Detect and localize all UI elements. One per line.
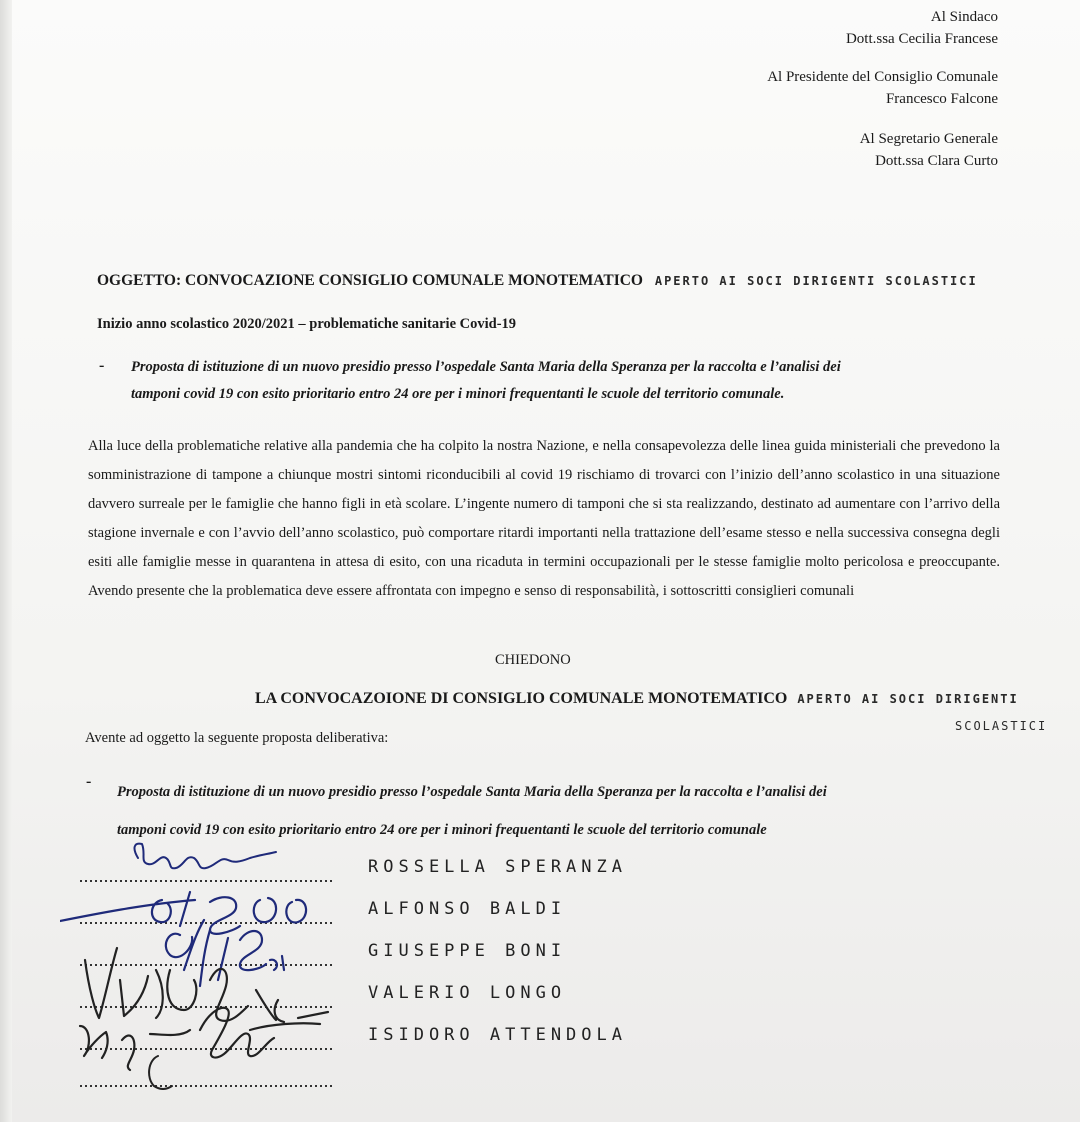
avente-line: Avente ad oggetto la seguente proposta deliberativa: — [85, 730, 389, 746]
signatory-name: ISIDORO ATTENDOLA — [368, 1025, 627, 1045]
signatory-name: VALERIO LONGO — [368, 983, 567, 1003]
body-paragraph: Alla luce della problematiche relative alla pandemia che ha colpito la nostra Nazione, e nella consapevolezza delle linea guida ministeriali che prevedono la somministrazione di tampone a chiunque mostri sintomi riconducibili al covid 19 rischiamo di trovarci con l’inizio dell’anno scolastico in una situazione davvero surreale per le famiglie che hanno figli in età scolare. L’ingente numero di tamponi che si sta realizzando, destinato ad aumentare con l’arrivo della stagione invernale e con l’avvio dell’anno scolastico, può comportare ritardi importanti nella trattazione dell’esame stesso e nella successiva consegna degli esiti alle famiglie messe in quarantena in attesa di esito, con una ricaduta in termini occupazionali per le stesse famiglie molto pericolosa e preoccupante. Avendo presente che la problematica deve essere affrontata con impegno e senso di responsabilità, i sottoscritti consiglieri comunali — [88, 438, 1000, 599]
recipient-title: Al Sindaco — [930, 9, 998, 25]
proposal-1-line-2: tamponi covid 19 con esito prioritario entro 24 ore per i minori frequentanti le scuole del territorio comunale. — [131, 386, 785, 402]
recipient-title: Al Presidente del Consiglio Comunale — [767, 69, 998, 85]
page-edge — [0, 0, 12, 1122]
subject-line — [97, 272, 978, 290]
convocation-handwritten-note-2: SCOLASTICI — [955, 719, 1048, 733]
bullet-dash: - — [86, 773, 92, 790]
recipient-name: Francesco Falcone — [885, 91, 998, 107]
convocation-heading — [255, 690, 1019, 708]
signatory-name: GIUSEPPE BONI — [368, 941, 567, 961]
recipient-segretario — [860, 128, 998, 172]
signatory-name: ROSSELLA SPERANZA — [368, 857, 627, 877]
subject-label: OGGETTO: CONVOCAZIONE CONSIGLIO COMUNALE MONOTEMATICO — [97, 272, 643, 289]
proposal-2-line-1: Proposta di istituzione di un nuovo presidio presso l’ospedale Santa Maria della Speranza per la raccolta e l’analisi dei — [117, 784, 827, 800]
recipient-presidente — [767, 66, 998, 110]
subject-handwritten-note: APERTO AI SOCI DIRIGENTI SCOLASTICI — [654, 274, 978, 288]
convocation-handwritten-note: APERTO AI SOCI DIRIGENTI — [797, 692, 1019, 706]
recipient-title: Al Segretario Generale — [859, 131, 998, 147]
recipient-name: Dott.ssa Cecilia Francese — [845, 31, 998, 47]
chiedono-heading: CHIEDONO — [495, 652, 571, 668]
bullet-dash: - — [99, 357, 105, 374]
recipient-sindaco — [846, 6, 998, 50]
proposal-1-line-1: Proposta di istituzione di un nuovo presidio presso l’ospedale Santa Maria della Speranza per la raccolta e l’analisi dei — [131, 359, 841, 375]
convocation-label: LA CONVOCAZOIONE DI CONSIGLIO COMUNALE MONOTEMATICO — [255, 690, 788, 707]
proposal-2-line-2: tamponi covid 19 con esito prioritario entro 24 ore per i minori frequentanti le scuole del territorio comunale — [117, 822, 767, 838]
proposal-1 — [131, 354, 841, 408]
subject-subtitle: Inizio anno scolastico 2020/2021 – problematiche sanitarie Covid-19 — [97, 316, 517, 332]
signatory-names — [368, 846, 627, 1056]
recipient-name: Dott.ssa Clara Curto — [875, 153, 998, 169]
signatory-name: ALFONSO BALDI — [368, 899, 567, 919]
handwritten-signatures — [60, 830, 350, 1090]
